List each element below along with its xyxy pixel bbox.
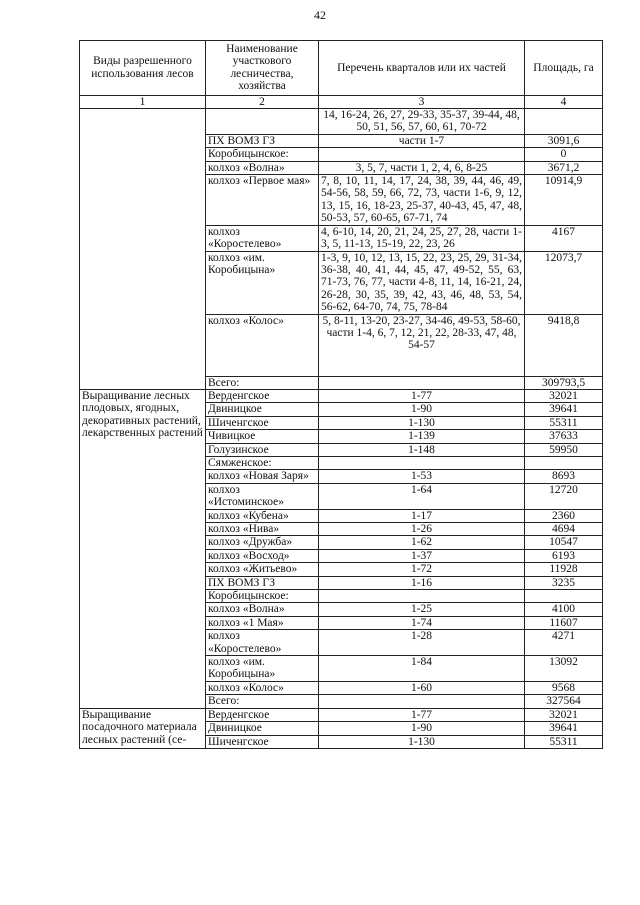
area-cell: 3235 (525, 576, 603, 589)
forestry-name-cell: ПХ ВОМЗ ГЗ (206, 134, 319, 147)
header-area: Площадь, га (525, 41, 603, 96)
forest-use-table (79, 40, 603, 749)
forestry-name-cell: Коробицынское: (206, 590, 319, 603)
quarters-cell: 1-25 (319, 603, 525, 616)
quarters-cell: 1-17 (319, 509, 525, 522)
total-area: 309793,5 (525, 376, 603, 389)
area-cell (525, 456, 603, 469)
header-quarters: Перечень кварталов или их частей (319, 41, 525, 96)
quarters-cell: 7, 8, 10, 11, 14, 17, 24, 38, 39, 44, 46, 49, 54-56, 58, 59, 66, 72, 73, части 1-6, 9, 12, 13, 15, 16, 18-23, 25-37, 40-43, 45, 47, 48, 50-53, 57, 60-65, 67-71, 74 (319, 175, 525, 226)
area-cell: 55311 (525, 735, 603, 748)
quarters-cell: части 1-7 (319, 134, 525, 147)
quarters-cell: 1-74 (319, 616, 525, 629)
forestry-name-cell: Шиченгское (206, 416, 319, 429)
quarters-cell: 1-60 (319, 681, 525, 694)
forestry-name-cell (206, 109, 319, 135)
quarters-cell: 5, 8-11, 13-20, 23-27, 34-46, 49-53, 58-60, части 1-4, 6, 7, 12, 21, 22, 28-33, 47, 48, 54-57 (319, 314, 525, 376)
area-cell (525, 590, 603, 603)
forestry-name-cell: Шиченгское (206, 735, 319, 748)
area-cell: 2360 (525, 509, 603, 522)
quarters-cell: 1-148 (319, 443, 525, 456)
table-row (80, 389, 603, 402)
area-cell: 12720 (525, 483, 603, 509)
total-area: 327564 (525, 695, 603, 708)
forestry-name-cell: колхоз «Дружба» (206, 536, 319, 549)
forestry-name-cell: Коробицынское: (206, 148, 319, 161)
forestry-name-cell: колхоз «Коростелево» (206, 225, 319, 251)
forestry-name-cell: Верденгское (206, 708, 319, 721)
area-cell: 10914,9 (525, 175, 603, 226)
use-type-cell (80, 109, 206, 390)
column-number: 3 (319, 95, 525, 108)
area-cell: 55311 (525, 416, 603, 429)
quarters-cell: 1-3, 9, 10, 12, 13, 15, 22, 23, 25, 29, 31-34, 36-38, 40, 41, 44, 45, 47, 49-52, 55, 63, 71-73, 76, 77, части 4-8, 11, 14, 16-21, 24, 26-28, 30, 35, 39, 42, 43, 46, 48, 53, 54, 56-62, 64-70, 74, 75, 78-84 (319, 251, 525, 314)
area-cell: 8693 (525, 470, 603, 483)
quarters-cell: 1-28 (319, 630, 525, 656)
quarters-cell: 1-37 (319, 549, 525, 562)
area-cell: 0 (525, 148, 603, 161)
quarters-cell: 1-139 (319, 430, 525, 443)
area-cell: 4271 (525, 630, 603, 656)
quarters-cell: 4, 6-10, 14, 20, 21, 24, 25, 27, 28, части 1-3, 5, 11-13, 15-19, 22, 23, 26 (319, 225, 525, 251)
quarters-cell (319, 695, 525, 708)
forestry-name-cell: Чивицкое (206, 430, 319, 443)
area-cell: 13092 (525, 656, 603, 682)
forestry-name-cell: ПХ ВОМЗ ГЗ (206, 576, 319, 589)
area-cell: 10547 (525, 536, 603, 549)
quarters-cell (319, 590, 525, 603)
header-forestry-name: Наименование участкового лесничества, хозяйства (206, 41, 319, 96)
area-cell: 59950 (525, 443, 603, 456)
total-label: Всего: (206, 695, 319, 708)
area-cell: 32021 (525, 708, 603, 721)
forestry-name-cell: колхоз «1 Мая» (206, 616, 319, 629)
quarters-cell: 1-53 (319, 470, 525, 483)
table-row (80, 708, 603, 721)
area-cell: 4167 (525, 225, 603, 251)
quarters-cell (319, 148, 525, 161)
forestry-name-cell: колхоз «Восход» (206, 549, 319, 562)
forestry-name-cell: колхоз «Колос» (206, 681, 319, 694)
forestry-name-cell: колхоз «Коростелево» (206, 630, 319, 656)
forestry-name-cell: колхоз «им. Коробицына» (206, 251, 319, 314)
forestry-name-cell: колхоз «Житьево» (206, 563, 319, 576)
quarters-cell: 14, 16-24, 26, 27, 29-33, 35-37, 39-44, 48, 50, 51, 56, 57, 60, 61, 70-72 (319, 109, 525, 135)
total-label: Всего: (206, 376, 319, 389)
column-number: 4 (525, 95, 603, 108)
area-cell: 4100 (525, 603, 603, 616)
use-type-cell: Выращивание посадочного материала лесных растений (се- (80, 708, 206, 748)
area-cell: 6193 (525, 549, 603, 562)
forestry-name-cell: Верденгское (206, 389, 319, 402)
forestry-name-cell: Сямженское: (206, 456, 319, 469)
area-cell: 9568 (525, 681, 603, 694)
area-cell: 9418,8 (525, 314, 603, 376)
table-row (80, 109, 603, 135)
forestry-name-cell: Голузинское (206, 443, 319, 456)
area-cell: 3671,2 (525, 161, 603, 174)
area-cell (525, 109, 603, 135)
area-cell: 39641 (525, 722, 603, 735)
area-cell: 12073,7 (525, 251, 603, 314)
quarters-cell: 1-90 (319, 722, 525, 735)
forestry-name-cell: колхоз «Кубена» (206, 509, 319, 522)
quarters-cell: 1-84 (319, 656, 525, 682)
quarters-cell: 1-16 (319, 576, 525, 589)
area-cell: 37633 (525, 430, 603, 443)
quarters-cell: 1-72 (319, 563, 525, 576)
use-type-cell: Выращивание лесных плодовых, ягодных, декоративных растений, лекарственных растений (80, 389, 206, 708)
area-cell: 32021 (525, 389, 603, 402)
page-number: 42 (314, 8, 326, 22)
forestry-name-cell: колхоз «Первое мая» (206, 175, 319, 226)
column-number: 2 (206, 95, 319, 108)
quarters-cell: 1-90 (319, 403, 525, 416)
column-number-row (80, 95, 603, 108)
quarters-cell (319, 456, 525, 469)
forestry-name-cell: колхоз «Новая Заря» (206, 470, 319, 483)
quarters-cell: 1-26 (319, 523, 525, 536)
header-use-type: Виды разрешенного использования лесов (80, 41, 206, 96)
area-cell: 39641 (525, 403, 603, 416)
quarters-cell: 1-130 (319, 416, 525, 429)
column-number: 1 (80, 95, 206, 108)
forestry-name-cell: колхоз «Колос» (206, 314, 319, 376)
forestry-name-cell: Двиницкое (206, 722, 319, 735)
quarters-cell: 3, 5, 7, части 1, 2, 4, 6, 8-25 (319, 161, 525, 174)
quarters-cell: 1-62 (319, 536, 525, 549)
forestry-name-cell: колхоз «Истоминское» (206, 483, 319, 509)
quarters-cell: 1-64 (319, 483, 525, 509)
forestry-name-cell: колхоз «им. Коробицына» (206, 656, 319, 682)
quarters-cell: 1-77 (319, 389, 525, 402)
quarters-cell (319, 376, 525, 389)
forestry-name-cell: колхоз «Нива» (206, 523, 319, 536)
area-cell: 11607 (525, 616, 603, 629)
area-cell: 4694 (525, 523, 603, 536)
area-cell: 3091,6 (525, 134, 603, 147)
forestry-name-cell: колхоз «Волна» (206, 161, 319, 174)
forestry-name-cell: Двиницкое (206, 403, 319, 416)
forestry-name-cell: колхоз «Волна» (206, 603, 319, 616)
area-cell: 11928 (525, 563, 603, 576)
header-row (80, 41, 603, 96)
quarters-cell: 1-77 (319, 708, 525, 721)
quarters-cell: 1-130 (319, 735, 525, 748)
